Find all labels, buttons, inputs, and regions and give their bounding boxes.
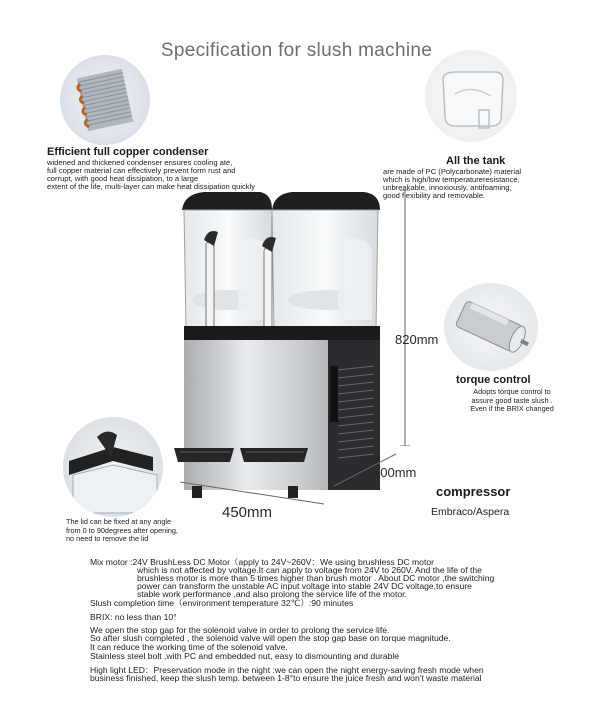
spec-motor: Mix motor :24V BrushLess DC Motor（apply to 24V~260V：We using brushless DC motor which is not affected by voltage.It can apply to voltage from 24V to 260V. And the life of the brushless motor is more than 5 times higher than brush motor . About DC motor ,the switching power can transform the unstable AC input voltage into stable 24V DC voltage,to ensure stable work performance ,and also prolong the service life of the motor. (90, 557, 495, 599)
tank-image (425, 50, 517, 142)
spec-stop-gap: We open the stop gap for the solenoid valve in order to prolong the service life. So after slush completed , the solenoid valve will open the stop gap base on torque magnitude. It can reduce the working time of the solenoid valve. (90, 625, 451, 652)
lid-description: The lid can be fixed at any angle from 0 to 90degrees after opening, no need to remove the lid (66, 517, 178, 544)
lid-image (63, 417, 163, 517)
condenser-image (60, 55, 150, 145)
torque-title: torque control (456, 374, 531, 386)
compressor-title: compressor (436, 484, 511, 499)
spec-led: High light LED：Preservation mode in the night :we can open the night energy-saving fresh mode when business finished, keep the slush temp. between 1-8°to ensure the juice fresh and won't waste material (90, 665, 484, 684)
condenser-title: Efficient full copper condenser (47, 146, 209, 158)
height-dimension-line (398, 190, 412, 446)
height-label: 820mm (395, 332, 439, 347)
tank-description: are made of PC (Polycarbonate) material which is high/low temperatureresistance, unbreakable, innoxiously, antifoaming, good flexibility and removable. (383, 167, 522, 200)
compressor-brands: Embraco/Aspera (431, 506, 510, 518)
depth-label: 500mm (373, 465, 417, 480)
width-label: 450mm (222, 504, 273, 521)
torque-motor-image (444, 283, 538, 371)
tank-title: All the tank (446, 155, 506, 167)
spec-bolt: Stainless steel bolt ,with PC and embedded nut, easy to dismounting and durable (90, 651, 400, 661)
spec-brix: BRIX: no less than 10° (90, 612, 177, 622)
page-title: Specification for slush machine (160, 40, 433, 61)
torque-description: Adopts torque control to assure good taste slush . Even if the BRIX changed (470, 387, 554, 414)
spec-completion-time: Slush completion time（environment temperature 32℃）:90 minutes (90, 598, 354, 608)
condenser-description: widened and thickened condenser ensures cooling ate, full copper material can effectively prevent form rust and corrupt, with good heat dissipation, to a large extent of the life, multi-layer can make heat dissipation quickly (47, 158, 256, 191)
